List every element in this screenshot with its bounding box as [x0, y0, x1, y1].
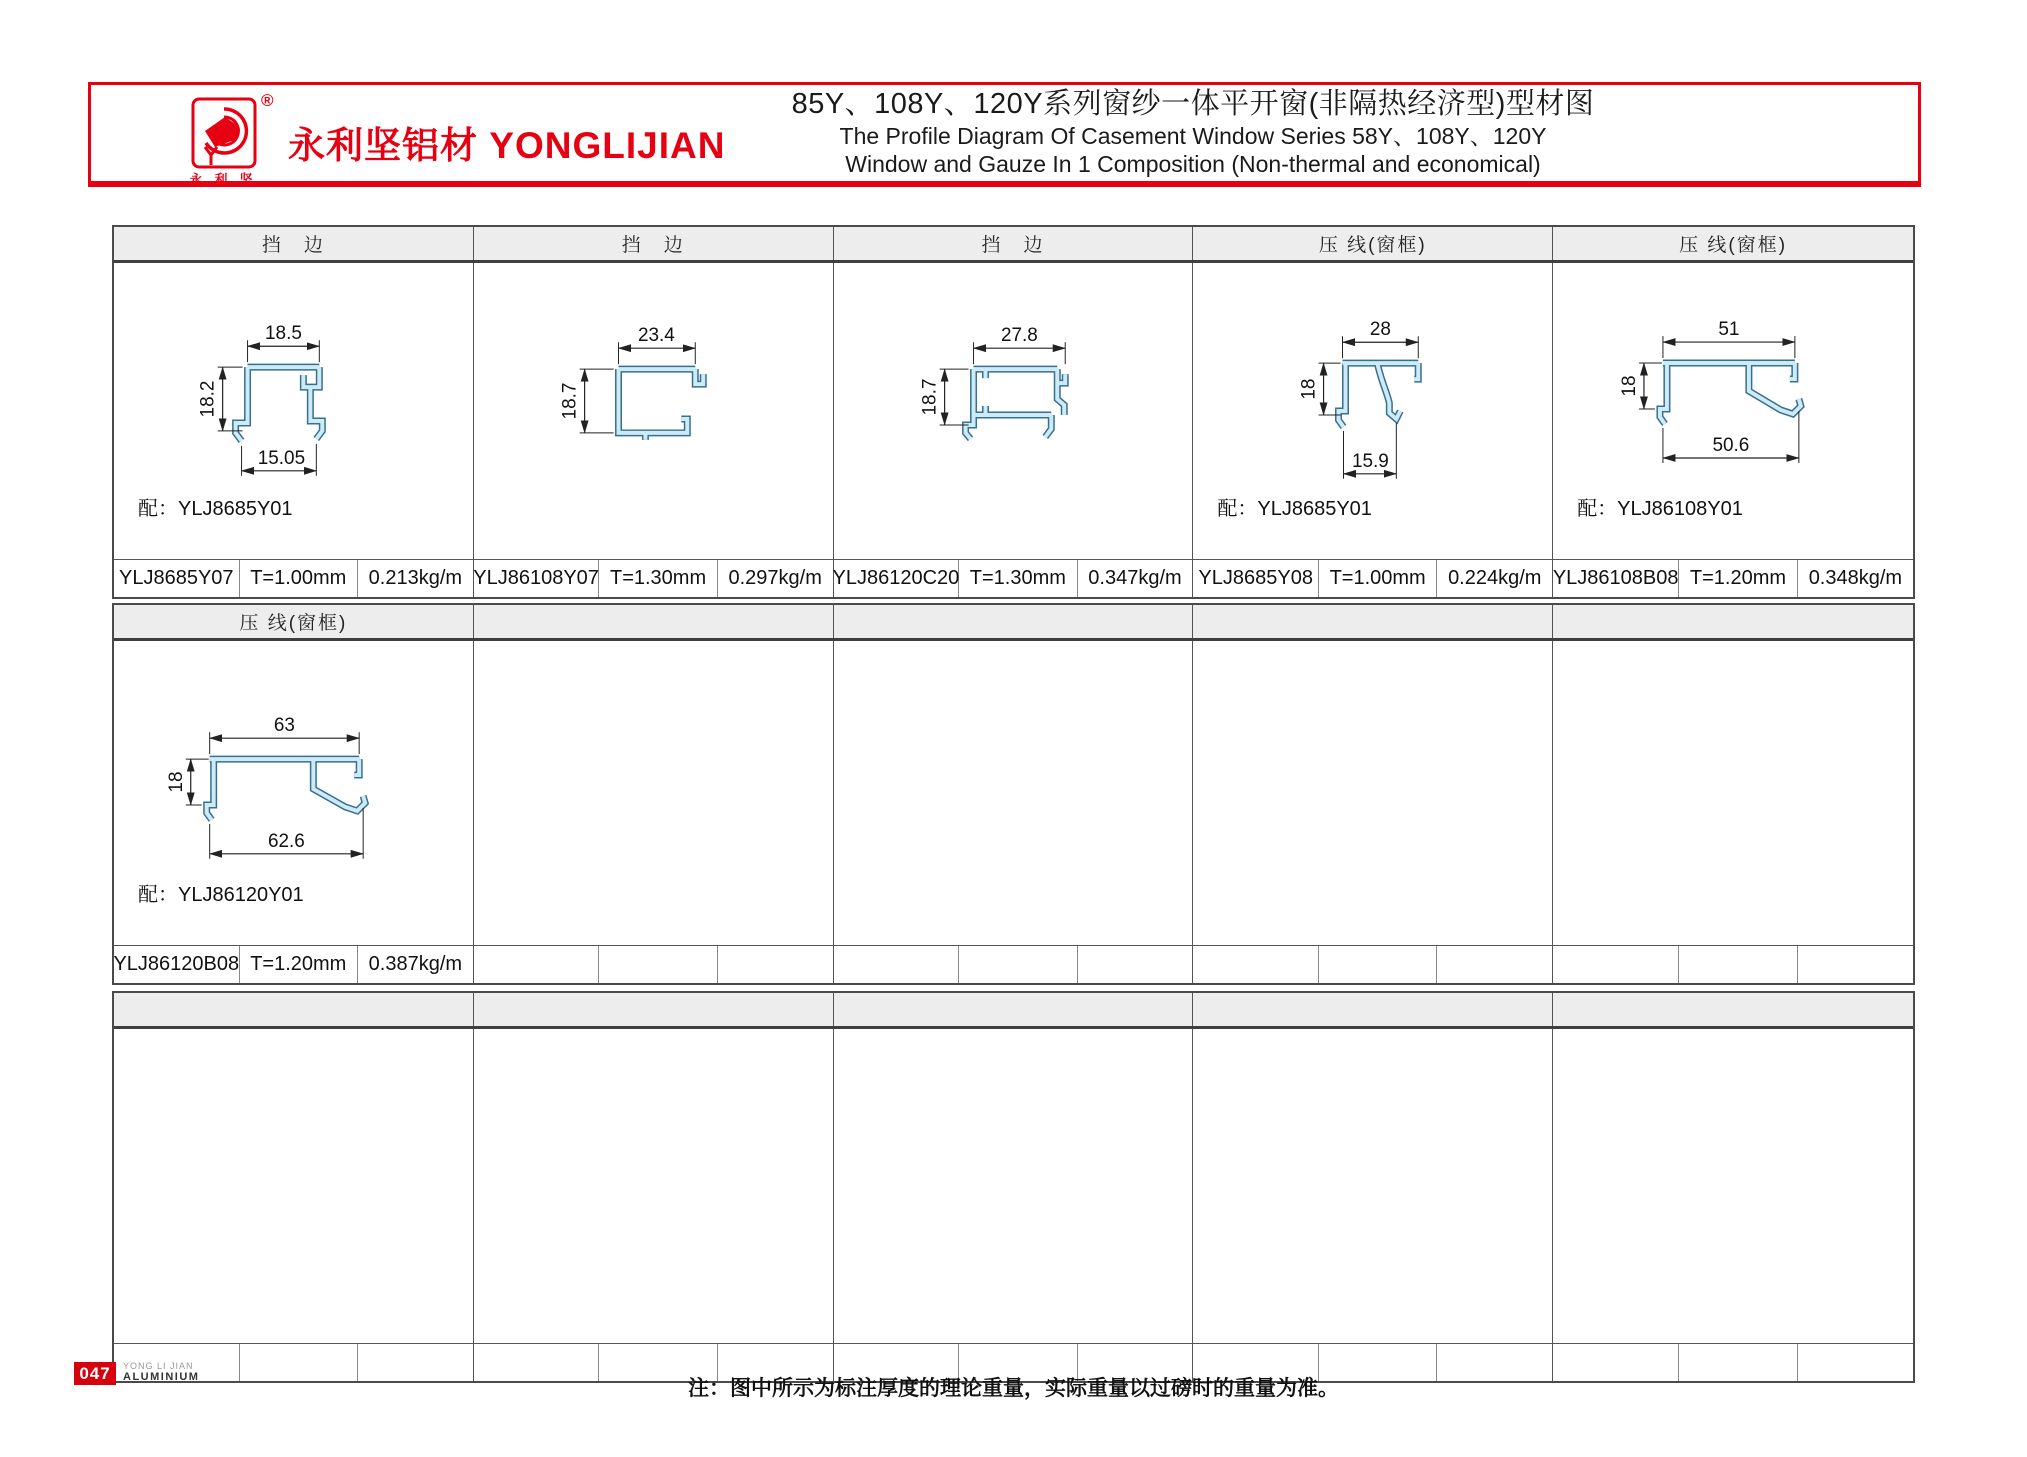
dim-bottom: 15.05: [257, 447, 306, 469]
title-chinese: 85Y、108Y、120Y系列窗纱一体平开窗(非隔热经济型)型材图: [791, 88, 1595, 120]
weight: 0.224kg/m: [1448, 567, 1542, 589]
code-col: [1553, 946, 1913, 983]
profile-drawing: [474, 263, 833, 559]
section1-drawing-row: [114, 263, 1913, 559]
empty-cell: [834, 641, 1194, 945]
section3-header-row: [114, 993, 1913, 1029]
profile-cell-ylj8685y07: [114, 263, 474, 559]
profile-code: YLJ86120C20: [834, 560, 960, 597]
brand-logo: [189, 91, 301, 187]
dim-top: 63: [273, 715, 295, 737]
profile-cell-ylj86108b08: [1553, 263, 1913, 559]
logo-characters: 永利坚: [189, 172, 265, 187]
empty-cell: [1553, 1029, 1913, 1343]
thickness: T=1.20mm: [240, 946, 358, 983]
profile-table-section-1: [112, 225, 1915, 599]
profile-code: [834, 946, 960, 983]
column-header: [1553, 993, 1913, 1026]
column-header: [1193, 605, 1553, 638]
weight: 0.348kg/m: [1808, 567, 1903, 589]
dim-top: 28: [1370, 319, 1392, 341]
column-header: 压 线(窗框): [1679, 235, 1788, 256]
profile-drawing: [834, 263, 1193, 559]
code-col: [1193, 946, 1553, 983]
header-box: [88, 82, 1921, 187]
thickness: T=1.30mm: [599, 560, 717, 597]
match-label: 配：YLJ8685Y01: [138, 498, 293, 520]
section1-code-row: [114, 559, 1913, 597]
profile-code: YLJ8685Y08: [1193, 560, 1319, 597]
profile-code: YLJ86120B08: [114, 946, 240, 983]
profile-code: YLJ86108B08: [1553, 560, 1679, 597]
weight: 0.213kg/m: [368, 567, 463, 589]
title-english-1: The Profile Diagram Of Casement Window Series 58Y、108Y、120Y: [839, 123, 1547, 150]
dim-left: 18.2: [197, 380, 219, 418]
code-col: [834, 946, 1194, 983]
profile-table-section-2: [112, 603, 1915, 985]
profile-code: [1553, 946, 1679, 983]
dim-bottom: 50.6: [1712, 434, 1750, 456]
profile-code: YLJ86108Y07: [474, 560, 600, 597]
empty-cell: [1193, 641, 1553, 945]
section2-drawing-row: [114, 641, 1913, 945]
column-header: [1193, 993, 1553, 1026]
weight: 0.347kg/m: [1088, 567, 1182, 589]
dim-bottom: 15.9: [1352, 450, 1390, 472]
dim-top: 18.5: [265, 323, 302, 345]
thickness: [599, 946, 717, 983]
brand-name: 永利坚铝材 YONGLIJIAN: [288, 125, 726, 166]
weight: 0.297kg/m: [728, 567, 822, 589]
profile-code: [1193, 946, 1319, 983]
profile-cell-ylj86120b08: [114, 641, 474, 945]
footer-brand-line1: YONG LI JIAN: [123, 1361, 194, 1371]
profile-table-section-3: [112, 991, 1915, 1383]
page-number-badge: 047: [74, 1362, 116, 1385]
column-header: 挡 边: [474, 227, 834, 260]
empty-cell: [474, 641, 834, 945]
code-col: [114, 946, 474, 983]
column-header: 挡 边: [114, 227, 474, 260]
thickness: [1679, 946, 1798, 983]
weight: [718, 946, 833, 983]
weight: [1078, 946, 1193, 983]
profile-cell-ylj86120c20: [834, 263, 1194, 559]
code-col: [1553, 560, 1913, 597]
empty-cell: [1553, 641, 1913, 945]
column-header: [834, 605, 1194, 638]
thickness: [959, 946, 1077, 983]
weight: 0.387kg/m: [368, 953, 463, 975]
weight: [1437, 946, 1552, 983]
match-label: 配：YLJ86120Y01: [138, 884, 304, 906]
dim-left: 18.7: [919, 378, 941, 416]
profile-code: [474, 946, 600, 983]
yonglijian-logo-icon: [191, 97, 261, 171]
dim-left: 18: [165, 771, 187, 793]
match-label: 配：YLJ86108Y01: [1577, 498, 1743, 520]
profile-cell-ylj86108y07: [474, 263, 834, 559]
code-col: [474, 560, 834, 597]
thickness: [1319, 946, 1437, 983]
dim-top: 23.4: [637, 325, 675, 347]
section1-header-row: [114, 227, 1913, 263]
thickness: T=1.20mm: [1679, 560, 1798, 597]
page-title: [703, 87, 1683, 178]
dim-left: 18.7: [559, 382, 581, 420]
empty-cell: [834, 1029, 1194, 1343]
empty-cell: [114, 1029, 474, 1343]
column-header: 挡 边: [834, 227, 1194, 260]
dim-top: 51: [1718, 319, 1740, 341]
section2-code-row: [114, 945, 1913, 983]
column-header: [114, 993, 474, 1026]
column-header: 压 线(窗框): [114, 605, 474, 638]
match-label: 配：YLJ8685Y01: [1217, 498, 1372, 520]
code-col: [834, 560, 1194, 597]
footer-note: 注：图中所示为标注厚度的理论重量，实际重量以过磅时的重量为准。: [688, 1377, 1339, 1400]
code-col: [114, 560, 474, 597]
dim-bottom: 62.6: [268, 830, 305, 852]
weight: [1798, 946, 1913, 983]
thickness: T=1.30mm: [959, 560, 1077, 597]
section2-header-row: [114, 605, 1913, 641]
profile-code: YLJ8685Y07: [114, 560, 240, 597]
column-header: [474, 605, 834, 638]
section3-drawing-row: [114, 1029, 1913, 1343]
empty-cell: [1193, 1029, 1553, 1343]
title-english-2: Window and Gauze In 1 Composition (Non-thermal and economical): [845, 151, 1541, 178]
code-col: [1193, 560, 1553, 597]
thickness: T=1.00mm: [240, 560, 358, 597]
column-header: [834, 993, 1194, 1026]
column-header: 压 线(窗框): [1193, 227, 1553, 260]
profile-cell-ylj8685y08: [1193, 263, 1553, 559]
code-col: [474, 946, 834, 983]
dim-left: 18: [1619, 375, 1641, 397]
thickness: T=1.00mm: [1319, 560, 1437, 597]
registered-mark: ®: [261, 91, 274, 110]
footer-brand-line2: ALUMINIUM: [123, 1371, 200, 1384]
dim-left: 18: [1298, 378, 1320, 400]
empty-cell: [474, 1029, 834, 1343]
column-header: [1553, 605, 1913, 638]
column-header: [474, 993, 834, 1026]
dim-top: 27.8: [1000, 325, 1038, 347]
